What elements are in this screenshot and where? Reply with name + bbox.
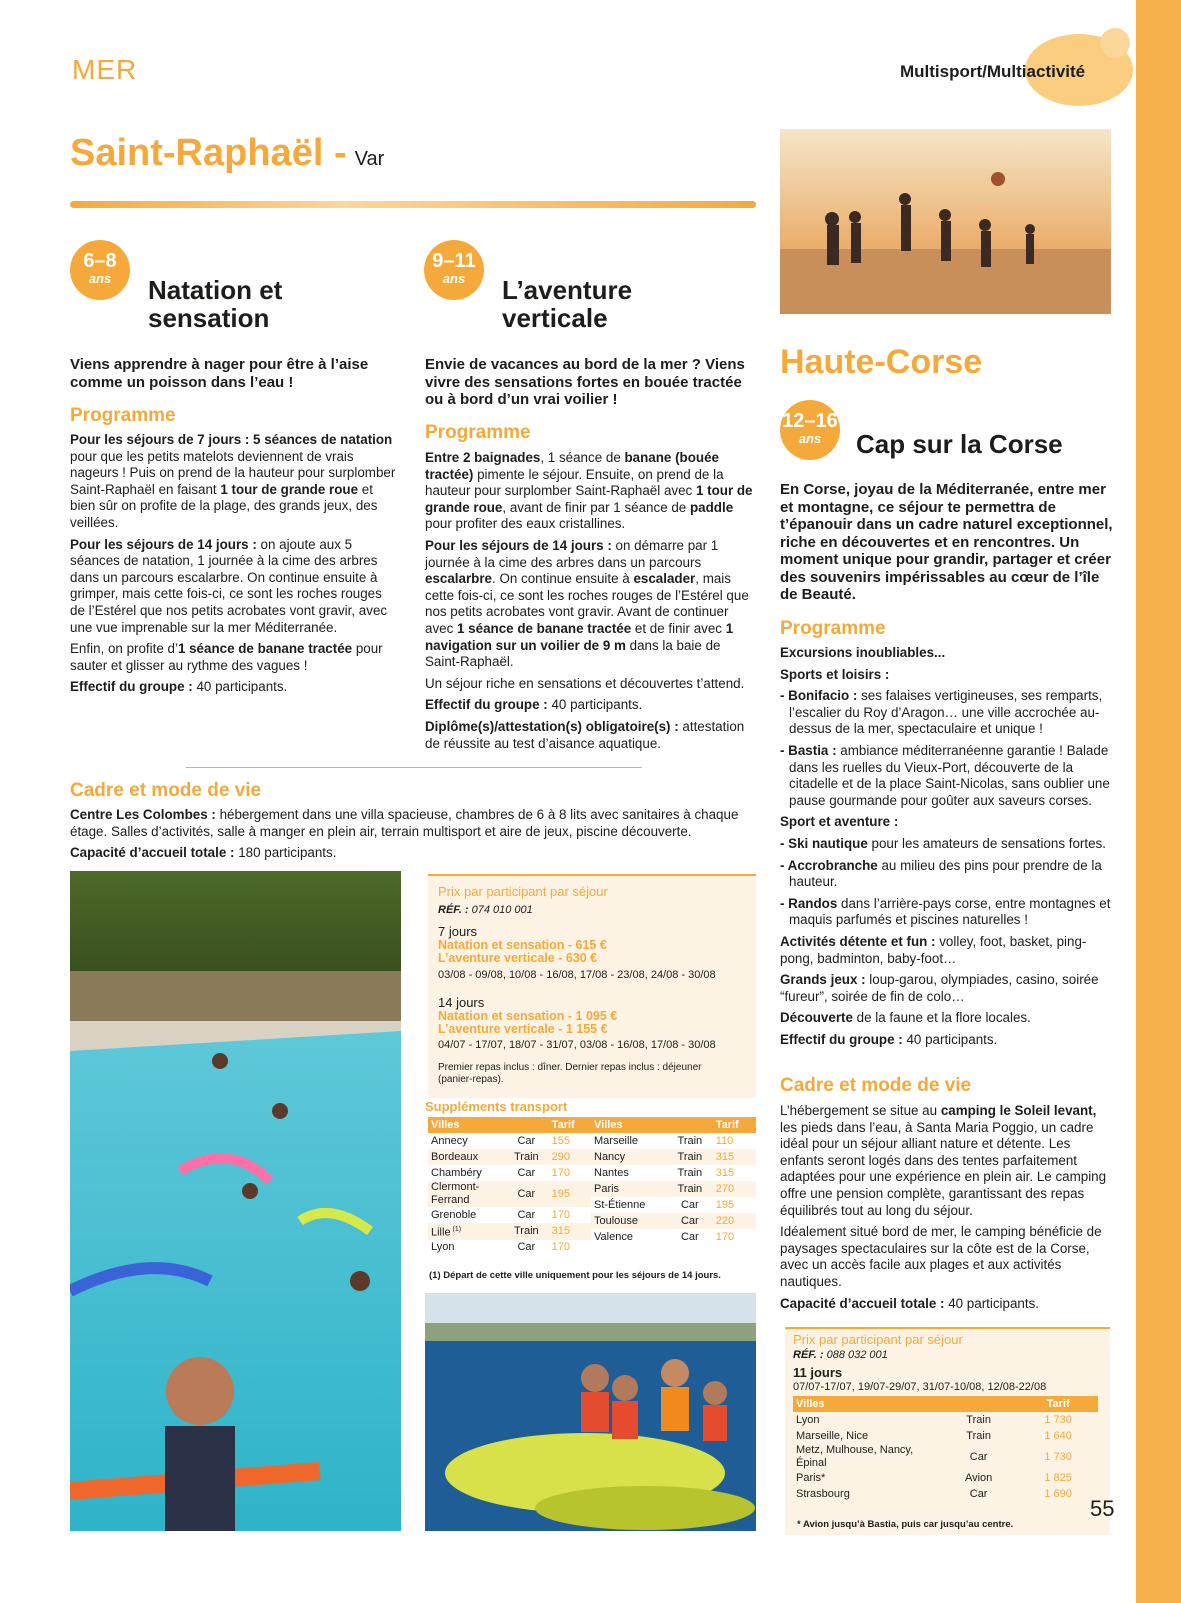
price-cell: 315 <box>715 1166 735 1179</box>
city-cell: Valence <box>594 1230 633 1243</box>
price-title: Prix par participant par séjour <box>438 884 608 899</box>
stay-programme: Entre 2 baignades, 1 séance de banane (bouée tractée) pimente le séjour. Ensuite, on prend de la hauteur pour surplomber Saint-Raphaël avec 1 tour de grande roue, avant de finir par 1 séance de paddle pour profiter des eaux cristallines. Pour les séjours de 14 jours : on démarre par 1 journée à la cime des arbres dans un parcours escalarbre. On continue ensuite à escalader, mais cette fois-ci, ce sont les roches rouges de l’Estérel que nos petits acrobates vont gravir. Avant de continuer avec 1 séance de banane tractée et de finir avec 1 navigation sur un voilier de 9 m dans la baie de Saint-Raphaël. Un séjour riche en sensations et découvertes t’attend. Effectif du groupe : 40 participants. Diplôme(s)/attestation(s) obligatoire(s) : attestation de réussite au test d’aisance aquatique. <box>425 450 753 751</box>
price-ref: RÉF. : 074 010 001 <box>438 904 533 916</box>
stay-title: Natation et sensation <box>148 275 283 333</box>
city-cell: Lyon <box>431 1241 455 1254</box>
price-box <box>428 874 756 1098</box>
mode-cell: Train <box>504 1149 549 1165</box>
price-cell: 170 <box>551 1208 571 1221</box>
table-row <box>591 1165 756 1181</box>
table-row <box>793 1470 1098 1486</box>
city-cell: Lyon <box>796 1413 820 1426</box>
title-underline <box>70 201 756 208</box>
mode-cell: Avion <box>939 1470 1018 1486</box>
price-cell: 1 690 <box>1044 1487 1072 1500</box>
table-row <box>428 1181 591 1207</box>
stay-intro: En Corse, joyau de la Méditerranée, entre mer et montagne, ce séjour te permettra de t’épanouir dans un cadre naturel exceptionnel, riche en découvertes et en rencontres. Un moment unique pour grandir, partager et créer des souvenirs impérissables au cœur de l’île de Beauté. <box>780 481 1113 603</box>
table-row <box>428 1207 591 1223</box>
mode-cell: Car <box>680 1198 699 1211</box>
mode-cell: Train <box>939 1428 1018 1444</box>
mode-cell: Car <box>517 1241 536 1254</box>
city-cell: St-Étienne <box>594 1198 646 1211</box>
table-row <box>793 1412 1098 1428</box>
table-row <box>591 1197 756 1213</box>
city-cell: Clermont-Ferrand <box>428 1181 504 1207</box>
city-cell: Metz, Mulhouse, Nancy, Épinal <box>796 1444 914 1469</box>
price-cell: 195 <box>715 1198 735 1211</box>
city-cell: Paris* <box>793 1470 939 1486</box>
prices-7: Natation et sensation - 615 € L’aventure verticale - 630 € <box>438 938 607 965</box>
table-row <box>793 1486 1098 1502</box>
dates-7: 03/08 - 09/08, 10/08 - 16/08, 17/08 - 23/08, 24/08 - 30/08 <box>438 969 716 981</box>
price-cell: 1 825 <box>1018 1470 1098 1486</box>
table-row <box>793 1444 1098 1470</box>
mode-cell: Car <box>667 1213 713 1229</box>
beach-photo <box>780 129 1111 314</box>
programme-heading: Programme <box>425 422 531 443</box>
price-cell: 195 <box>549 1181 591 1207</box>
price-cell: 170 <box>551 1241 571 1254</box>
pool-photo <box>70 871 401 1531</box>
mode-cell: Train <box>504 1223 549 1240</box>
city-cell: Paris <box>591 1181 667 1197</box>
table-row <box>428 1240 591 1256</box>
table-row <box>591 1213 756 1229</box>
price-cell: 1 730 <box>1044 1450 1072 1463</box>
cadre-text: L’hébergement se situe au camping le Soleil levant, les pieds dans l’eau, à Santa Maria Poggio, un cadre idéal pour un séjour alliant nature et détente. Les enfants seront logés dans des tentes parfaitement adaptées pour une expérience en plein air. Le camping offre une pension complète, garantissant des repas équilibrés tout au long du séjour. Idéalement situé bord de mer, le camping bénéficie de paysages spectaculaires sur la côte est de la Corse, avec un accès facile aux plages et aux activités nautiques. Capacité d’accueil totale : 40 participants. <box>780 1103 1107 1311</box>
price-cell: 220 <box>713 1213 756 1229</box>
age-badge: 6–8 ans <box>70 240 130 300</box>
table-row <box>591 1149 756 1165</box>
price-ref: RÉF. : 088 032 001 <box>793 1349 888 1361</box>
cadre-text: Centre Les Colombes : hébergement dans une villa spacieuse, chambres de 6 à 8 lits avec sanitaires à chaque étage. Salles d’activités, salle à manger en plein air, terrain multisport et aire de jeux, piscine découverte. Capacité d’accueil totale : 180 participants. <box>70 807 739 861</box>
city-cell: Grenoble <box>431 1208 477 1221</box>
price-cell: 270 <box>713 1181 756 1197</box>
transport-table-right: Villes Tarif Marseille Train 110 Nancy Train 315 Nantes Train 315 Paris Train 270 St-Étienne Car 195 Toulouse Car 220 Valence Car 170 <box>591 1117 756 1245</box>
transport-title: Suppléments transport <box>425 1099 568 1114</box>
prices-14: Natation et sensation - 1 095 € L’aventure verticale - 1 155 € <box>438 1009 618 1036</box>
price-title: Prix par participant par séjour <box>793 1332 963 1347</box>
city-cell: Annecy <box>431 1134 468 1147</box>
mode-cell: Car <box>969 1487 988 1500</box>
table-row <box>428 1149 591 1165</box>
price-box <box>785 1327 1110 1535</box>
price-cell: 1 640 <box>1018 1428 1098 1444</box>
divider <box>186 767 642 768</box>
dates-14: 04/07 - 17/07, 18/07 - 31/07, 03/08 - 16/08, 17/08 - 30/08 <box>438 1039 716 1051</box>
section-label: MER <box>72 54 138 85</box>
transport-table-left: Villes Tarif Annecy Car 155 Bordeaux Train 290 Chambéry Car 170 Clermont-Ferrand Car 195 Grenoble Car 170 Lille $^{(1)}$ Train 315 Lyon Car 170 <box>428 1117 591 1256</box>
city-cell: Toulouse <box>591 1213 667 1229</box>
theme-bubble-small <box>1100 28 1130 58</box>
price-cell: 290 <box>549 1149 591 1165</box>
duration-7: 7 jours <box>438 924 478 939</box>
page-number: 55 <box>1090 1496 1115 1521</box>
cadre-heading: Cadre et mode de vie <box>70 780 262 801</box>
mode-cell: Car <box>517 1166 536 1179</box>
programme-heading: Programme <box>780 618 886 639</box>
table-row <box>591 1229 756 1245</box>
mode-cell: Train <box>667 1181 713 1197</box>
destination-title: Haute-Corse <box>780 343 983 381</box>
mode-cell: Car <box>504 1181 549 1207</box>
cadre-heading: Cadre et mode de vie <box>780 1075 972 1096</box>
table-row <box>428 1165 591 1181</box>
transport-note: (1) Départ de cette ville uniquement pour les séjours de 14 jours. <box>429 1270 721 1281</box>
price-cell: 315 <box>549 1223 591 1240</box>
city-cell: Marseille <box>594 1134 639 1147</box>
table-row <box>591 1133 756 1149</box>
city-cell: Lille $^{(1)}$ <box>428 1223 504 1240</box>
price-cell: 110 <box>715 1134 734 1147</box>
table-row <box>428 1223 591 1240</box>
stay-programme: Pour les séjours de 7 jours : 5 séances de natation pour que les petits matelots deviennent de vrais nageurs ! Puis on prend de la hauteur pour surplomber Saint-Raphaël en faisant 1 tour de grande roue et bien sûr on profite de la plage, des grands jeux, des veillées. Pour les séjours de 14 jours : on ajoute aux 5 séances de natation, 1 journée à la cime des arbres dans un parcours escalarbre. On continue ensuite à grimper, mais cette fois-ci, ce sont les roches rouges de l’Estérel que nos petits acrobates vont gravir, avec une vue imprenable sur la mer Méditerranée. Enfin, on profite d’1 séance de banane tractée pour sauter et glisser au rythme des vagues ! Effectif du groupe : 40 participants. <box>70 432 396 695</box>
mode-cell: Car <box>969 1450 988 1463</box>
age-badge: 9–11 ans <box>424 240 484 300</box>
corse-note: * Avion jusqu’à Bastia, puis car jusqu’au centre. <box>797 1519 1014 1530</box>
city-cell: Marseille, Nice <box>793 1428 939 1444</box>
stay-programme: Excursions inoubliables... Sports et loisirs : - Bonifacio : ses falaises vertigineuses, ses remparts, l’escalier du Roy d’Aragon… une ville accrochée au-dessus de la mer, spectaculaire et unique ! - Bastia : ambiance méditerranéenne garantie ! Balade dans les ruelles du Vieux-Port, découverte de la citadelle et de la place Saint-Nicolas, sans oublier une pause gourmande pour goûter aux saveurs corses. Sport et aventure : - Ski nautique pour les amateurs de sensations fortes. - Accrobranche au milieu des pins pour prendre de la hauteur. - Randos dans l’arrière-pays corse, entre montagnes et maquis parfumés et piscines naturelles ! Activités détente et fun : volley, foot, basket, ping-pong, badminton, baby-foot… Grands jeux : loup-garou, olympiades, casino, soirée “fureur”, soirée de fin de colo… Découverte de la faune et la flore locales. Effectif du groupe : 40 participants. <box>780 645 1111 1047</box>
city-cell: Strasbourg <box>796 1487 850 1500</box>
meals-note: Premier repas inclus : dîner. Dernier repas inclus : déjeuner (panier-repas). <box>438 1062 702 1085</box>
stay-intro: Envie de vacances au bord de la mer ? Viens vivre des sensations fortes en bouée tractée ou à bord d’un vrai voilier ! <box>425 356 745 408</box>
city-cell: Nantes <box>594 1166 629 1179</box>
mode-cell: Car <box>517 1134 536 1147</box>
duration-11: 11 jours <box>793 1365 843 1380</box>
banana-photo <box>425 1293 756 1531</box>
programme-heading: Programme <box>70 405 176 426</box>
stay-intro: Viens apprendre à nager pour être à l’aise comme un poisson dans l’eau ! <box>70 356 369 391</box>
theme-label: Multisport/Multiactivité <box>900 62 1086 81</box>
table-row <box>591 1181 756 1197</box>
city-cell: Chambéry <box>431 1166 482 1179</box>
city-cell: Bordeaux <box>428 1149 504 1165</box>
page-edge-band <box>1136 0 1181 1603</box>
duration-14: 14 jours <box>438 995 485 1010</box>
price-cell: 315 <box>713 1149 756 1165</box>
price-cell: 155 <box>551 1134 571 1147</box>
mode-cell: Train <box>966 1413 991 1426</box>
mode-cell: Car <box>680 1230 699 1243</box>
price-cell: 170 <box>715 1230 735 1243</box>
stay-title: Cap sur la Corse <box>856 429 1063 459</box>
mode-cell: Train <box>667 1149 713 1165</box>
price-cell: 1 730 <box>1044 1413 1072 1426</box>
corse-price-table: Villes Tarif Lyon Train 1 730 Marseille, Nice Train 1 640 Metz, Mulhouse, Nancy, Épinal Car 1 730 Paris* Avion 1 825 Strasbourg Car 1 690 <box>793 1396 1098 1502</box>
price-cell: 170 <box>551 1166 571 1179</box>
age-badge: 12–16 ans <box>780 400 840 460</box>
city-cell: Nancy <box>591 1149 667 1165</box>
footnote-marker: (1) <box>450 1226 462 1233</box>
mode-cell: Car <box>517 1208 536 1221</box>
dates-11: 07/07-17/07, 19/07-29/07, 31/07-10/08, 12/08-22/08 <box>793 1381 1047 1393</box>
stay-title: L’aventure verticale <box>502 275 633 333</box>
destination-title: Saint-Raphaël - Var <box>70 132 385 174</box>
table-row <box>793 1428 1098 1444</box>
table-row <box>428 1133 591 1149</box>
mode-cell: Train <box>677 1166 703 1179</box>
mode-cell: Train <box>677 1134 703 1147</box>
